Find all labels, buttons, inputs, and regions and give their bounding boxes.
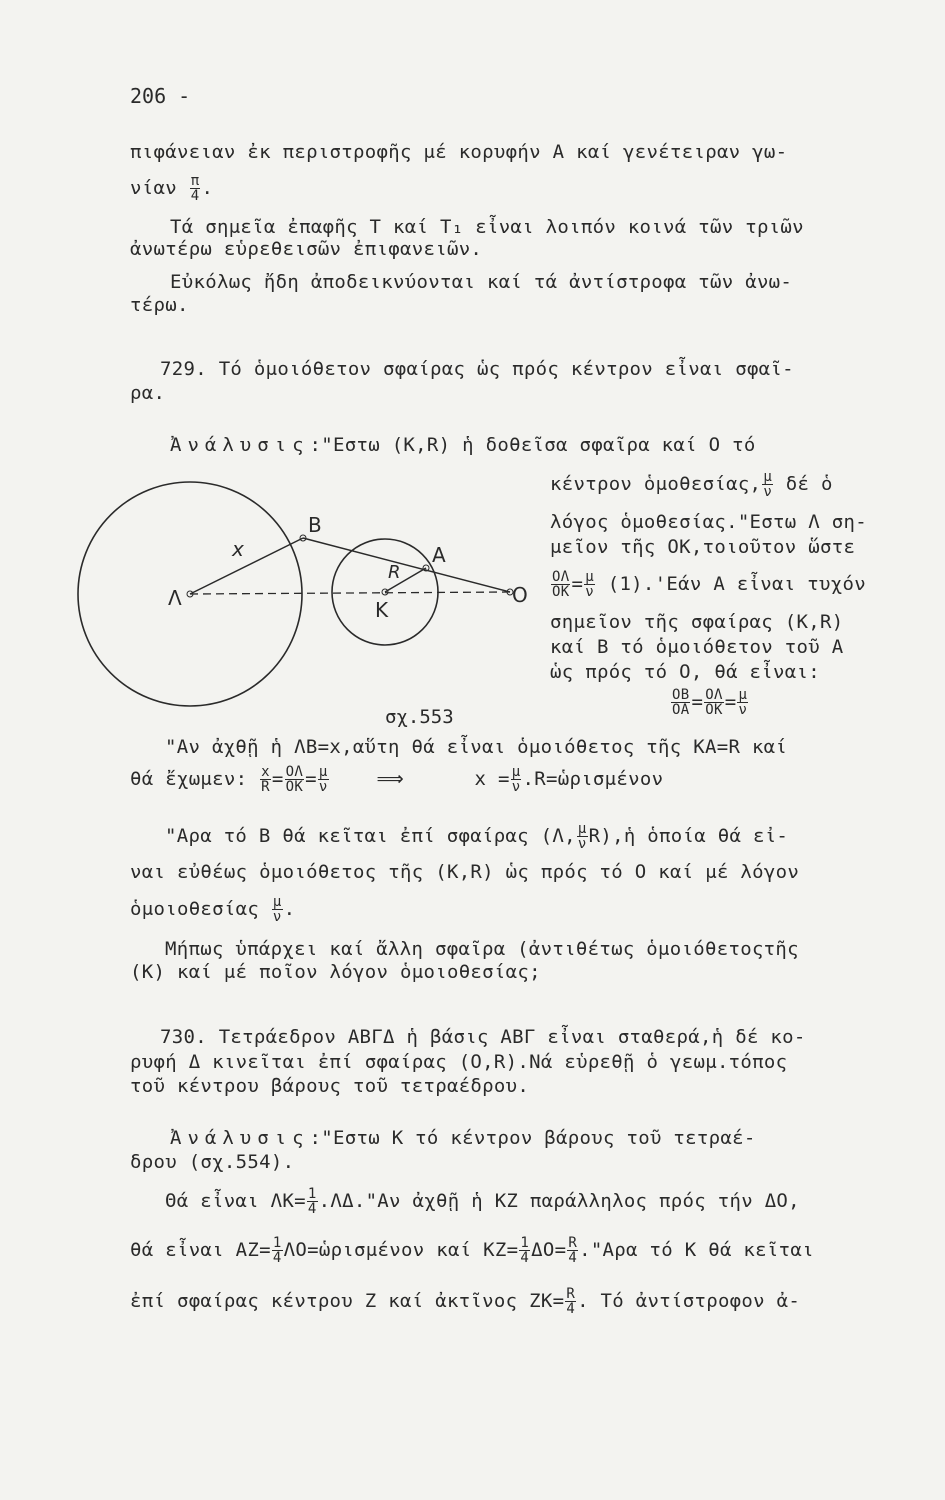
fraction	[272, 895, 283, 924]
text-span: ἐπί σφαίρας κέντρου Ζ καί ἀκτῖνος ΖΚ=	[130, 1290, 565, 1312]
numerator: 1	[307, 1186, 317, 1202]
implies-arrow: ⟹	[376, 768, 405, 790]
text-line: μεῖον τῆς ΟΚ,τοιοῦτον ὥστε	[550, 536, 856, 558]
numerator: ΟΛ	[552, 569, 570, 585]
text-line: Τά σημεῖα ἐπαφῆς Τ καί Τ₁ εἶναι λοιπόν κοινά τῶν τριῶν	[170, 216, 804, 238]
text-line: ρα.	[130, 382, 166, 404]
fraction	[307, 1187, 318, 1216]
denominator: 4	[568, 1250, 578, 1266]
denominator: ν	[763, 484, 773, 500]
text-span: κέντρον ὁμοθεσίας,	[550, 473, 762, 495]
text-span: "Αρα τό Β θά κεῖται ἐπί σφαίρας (Λ,	[165, 825, 576, 847]
denominator: ν	[511, 779, 521, 795]
numerator: ΟΛ	[285, 764, 304, 780]
fraction	[285, 765, 304, 794]
numerator: μ	[272, 894, 282, 910]
denominator: ν	[577, 836, 587, 852]
denominator: R	[261, 779, 270, 795]
text-line	[130, 1236, 814, 1265]
text-span: . Τό ἀντίστροφον ἀ-	[577, 1290, 801, 1312]
label-o: O	[512, 583, 528, 607]
text-span: δέ ὁ	[785, 473, 833, 495]
numerator: π	[190, 173, 200, 189]
text-line: τέρω.	[130, 294, 189, 316]
numerator: μ	[738, 687, 748, 703]
denominator: ΟΚ	[705, 702, 723, 718]
fraction	[511, 765, 522, 794]
denominator: 4	[307, 1201, 317, 1217]
text-line: $\frac{O\Lambda}{OK}$ = $\frac{\mu}{\nu}$ (1).'Εάν Α εἶναι τυχόν	[552, 569, 866, 600]
analysis-word: Ἀνάλυσις	[170, 434, 310, 456]
numerator: 1	[272, 1235, 282, 1251]
fraction	[762, 470, 773, 499]
text-line: ναι εὐθέως ὁμοιόθετος τῆς (Κ,R) ὡς πρός τό Ο καί μέ λόγον	[130, 861, 800, 883]
text-line: πιφάνειαν ἐκ περιστροφῆς μέ κορυφήν Α καί γενέτειραν γω-	[130, 141, 788, 163]
fraction	[565, 1287, 576, 1316]
text-line	[550, 470, 833, 499]
denominator: 4	[272, 1250, 282, 1266]
analysis-word: Ἀνάλυσις	[170, 1127, 310, 1149]
numerator: x	[261, 764, 270, 780]
denominator: 4	[566, 1301, 576, 1317]
fraction	[272, 1236, 283, 1265]
numerator: 1	[520, 1235, 530, 1251]
fraction	[577, 822, 588, 851]
denominator: ΟΚ	[285, 779, 304, 795]
text-span: ."Αρα τό Κ θά κεῖται	[579, 1239, 814, 1261]
fraction	[584, 570, 595, 599]
text-line: Εὐκόλως ἤδη ἀποδεικνύονται καί τά ἀντίστροφα τῶν ἀνω-	[170, 271, 793, 293]
problem-729-title: 729. Τό ὁμοιόθετον σφαίρας ὡς πρός κέντρον εἶναι σφαῖ-	[160, 358, 794, 380]
numerator: μ	[318, 764, 328, 780]
text-line: θά ἔχωμεν: $\frac{x}{R}$ = $\frac{O\Lambda}{OK}$ = $\frac{\mu}{\nu}$ ⟹ x = $\frac{\mu}{\nu}$ .R=ὡρισμένον	[130, 764, 664, 795]
problem-730-title: 730. Τετράεδρον ΑΒΓΔ ἡ βάσις ΑΒΓ εἶναι σταθερά,ἡ δέ κο-	[160, 1026, 806, 1048]
label-b: B	[308, 513, 322, 537]
text-line: δρου (σχ.554).	[130, 1151, 295, 1173]
numerator: μ	[763, 469, 773, 485]
denominator: 4	[520, 1250, 530, 1266]
text-line: τοῦ κέντρου βάρους τοῦ τετραέδρου.	[130, 1075, 530, 1097]
fraction	[318, 765, 329, 794]
text-line	[165, 1187, 800, 1216]
figure-caption: σχ.553	[385, 706, 454, 728]
text-line: σημεῖον τῆς σφαίρας (Κ,R)	[550, 611, 844, 633]
text-span: :"Εστω Κ τό κέντρον βάρους τοῦ τετραέ-	[309, 1127, 756, 1149]
fraction	[260, 765, 271, 794]
numerator: ΟΛ	[705, 687, 723, 703]
label-x: x	[232, 537, 244, 561]
text-line: "Αν ἀχθῇ ἡ ΛΒ=x,αὕτη θά εἶναι ὁμοιόθετος τῆς ΚΑ=R καί	[165, 736, 788, 758]
fraction	[551, 570, 570, 599]
fraction	[519, 1236, 530, 1265]
label-k: K	[375, 598, 389, 622]
analysis-heading	[170, 1126, 756, 1150]
text-span: .ΛΔ."Αν ἀχθῇ ἡ ΚΖ παράλληλος πρός τήν ΔΟ,	[318, 1190, 800, 1212]
label-lambda: Λ	[168, 586, 182, 610]
text-line: νίαν $\frac{\pi}{4}$ .	[130, 173, 214, 204]
label-r: R	[388, 562, 401, 583]
text-span: :"Εστω (Κ,R) ἡ δοθεῖσα σφαῖρα καί Ο τό	[309, 434, 756, 456]
text-line: ὡς πρός τό Ο, θά εἶναι:	[550, 661, 820, 683]
text-span: ὁμοιοθεσίας	[130, 898, 260, 920]
denominator: ν	[585, 584, 594, 600]
analysis-heading	[170, 433, 756, 457]
denominator: ν	[318, 779, 328, 795]
text-line: ρυφή Δ κινεῖται ἐπί σφαίρας (Ο,R).Νά εὑρεθῇ ὁ γεωμ.τόπος	[130, 1051, 788, 1073]
figure-553	[70, 470, 550, 710]
text-line: καί Β τό ὁμοιόθετον τοῦ Α	[550, 636, 844, 658]
denominator: ν	[738, 702, 748, 718]
segment-bo	[303, 538, 510, 592]
text-span: ΛΟ=ὡρισμένον καί ΚΖ=	[283, 1239, 519, 1261]
fraction	[704, 688, 723, 717]
text-line	[165, 822, 788, 851]
text-span: x =	[474, 768, 510, 790]
denominator: 4	[190, 188, 200, 204]
fraction	[671, 688, 690, 717]
text-span: .R=ὡρισμένον	[522, 768, 664, 790]
dashed-axis	[190, 592, 510, 594]
text-span: θά εἶναι ΑΖ=	[130, 1239, 271, 1261]
numerator: ΟΒ	[672, 687, 690, 703]
label-a: A	[432, 543, 446, 567]
text-span: (1).'Εάν Α εἶναι τυχόν	[607, 573, 866, 595]
text-line: Μήπως ὑπάρχει καί ἄλλη σφαῖρα (ἀντιθέτως ὁμοιόθετοςτῆς	[165, 938, 799, 960]
text-span: R),ἡ ὁποία θά εἰ-	[588, 825, 789, 847]
text-line: (Κ) καί μέ ποῖον λόγον ὁμοιοθεσίας;	[130, 961, 541, 983]
text-span: ΔΟ=	[531, 1239, 567, 1261]
page-number: 206 -	[130, 84, 191, 108]
numerator: R	[568, 1235, 578, 1251]
numerator: μ	[585, 569, 594, 585]
text-span: νίαν	[130, 177, 177, 199]
numerator: R	[566, 1286, 576, 1302]
numerator: μ	[577, 821, 587, 837]
denominator: ΟΚ	[552, 584, 570, 600]
text-line: ὁμοιοθεσίας $\frac{\mu}{\nu}$ .	[130, 894, 296, 925]
numerator: μ	[511, 764, 521, 780]
denominator: ΟΑ	[672, 702, 690, 718]
text-span: θά ἔχωμεν:	[130, 768, 248, 790]
text-line: $\frac{OB}{OA}$ = $\frac{O\Lambda}{OK}$ = $\frac{\mu}{\nu}$	[672, 687, 748, 718]
fraction	[567, 1236, 578, 1265]
text-line: λόγος ὁμοθεσίας."Εστω Λ ση-	[550, 511, 867, 533]
text-line	[130, 1287, 800, 1316]
denominator: ν	[272, 909, 282, 925]
text-span: Θά εἶναι ΛΚ=	[165, 1190, 306, 1212]
segment-lb	[190, 538, 303, 594]
text-line: ἀνωτέρω εὑρεθεισῶν ἐπιφανειῶν.	[130, 238, 483, 260]
fraction	[737, 688, 748, 717]
fraction	[190, 174, 201, 203]
